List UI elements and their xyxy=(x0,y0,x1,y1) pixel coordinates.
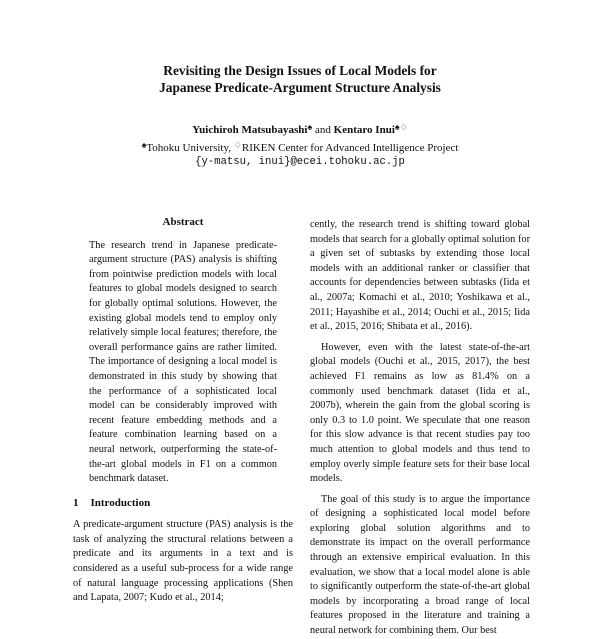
author-1: Yuichiroh Matsubayashi xyxy=(192,124,308,136)
right-paragraph-1: cently, the research trend is shifting toward global models that search for a globally optimal solution for a given set of subtasks by extending those local models with an additional ranker or classifier that accounts for dependencies between subtasks (Iida et al., 2007a; Komachi et al., 2010; Yoshikawa et al., 2011; Hayashibe et al., 2014; Ouchi et al., 2015; Iida et al., 2015, 2016; Shibata et al., 2016). xyxy=(310,219,530,333)
abstract-heading: Abstract xyxy=(162,216,204,228)
section-heading-introduction xyxy=(73,496,293,511)
section-title: Introduction xyxy=(90,496,151,509)
title-line-1: Revisiting the Design Issues of Local Models for xyxy=(163,63,437,78)
author-names xyxy=(60,120,540,138)
title-line-2: Japanese Predicate-Argument Structure Analysis xyxy=(159,80,441,95)
author-and: and xyxy=(315,124,331,136)
left-column xyxy=(73,215,293,606)
right-column xyxy=(310,218,530,639)
intro-paragraph: A predicate-argument structure (PAS) analysis is the task of analyzing the structural relations between a predicate and its arguments in a text and is considered as a useful sub-process for a wide range of natural language processing applications (Shen and Lapata, 2007; Kudo et al., 2014; xyxy=(73,519,293,604)
author-2: Kentaro Inui xyxy=(333,124,395,136)
affiliation-1: Tohoku University, xyxy=(146,141,234,154)
author-1-mark: ♠ xyxy=(307,122,313,132)
section-number: 1 xyxy=(73,496,79,509)
author-block xyxy=(60,120,540,170)
paper-title xyxy=(60,62,540,96)
affil-mark-2: ♢ xyxy=(233,139,242,150)
abstract-text: The research trend in Japanese predicate-argument structure (PAS) analysis is shifting from pointwise prediction models with local features to global models designed to search for globally optimal solutions. However, the existing global models tend to employ only relatively simple local features; therefore, the overall performance gains are rather limited. The importance of designing a local model is demonstrated in this study by showing that the performance of a sophisticated local model can be considerably improved with recent feature embedding methods and a feature combination learning based on a neural network, outperforming the state-of-the-art global models in F1 on a common benchmark dataset. xyxy=(89,239,277,485)
right-paragraph-2: However, even with the latest state-of-the-art global models (Ouchi et al., 2015, 2017), the best achieved F1 remains as low as 81.4% on a commonly used benchmark dataset (Iida et al., 2007b), wherein the gain from the global scoring is only 0.3 to 1.0 point. We speculate that one reason for this slow advance is that recent studies pay too much attention to global models and thus tend to employ overly simple feature sets for their base local models. xyxy=(310,341,530,485)
email-address: {y-matsu, inui}@ecei.tohoku.ac.jp xyxy=(195,156,405,168)
right-paragraph-3: The goal of this study is to argue the importance of designing a sophisticated local model before exploring global solution algorithms and to demonstrate its impact on the overall performance through an extensive empirical evaluation. In this evaluation, we show that a local model alone is able to significantly outperform the state-of-the-art global models by incorporating a broad range of local features proposed in the literature and training a neural network for combining them. Our best xyxy=(310,493,530,637)
author-2-mark: ♠♢ xyxy=(394,122,408,132)
affiliation-2: RIKEN Center for Advanced Intelligence Project xyxy=(241,141,459,154)
affiliations xyxy=(60,138,540,156)
affil-mark-1: ♠ xyxy=(141,139,147,150)
